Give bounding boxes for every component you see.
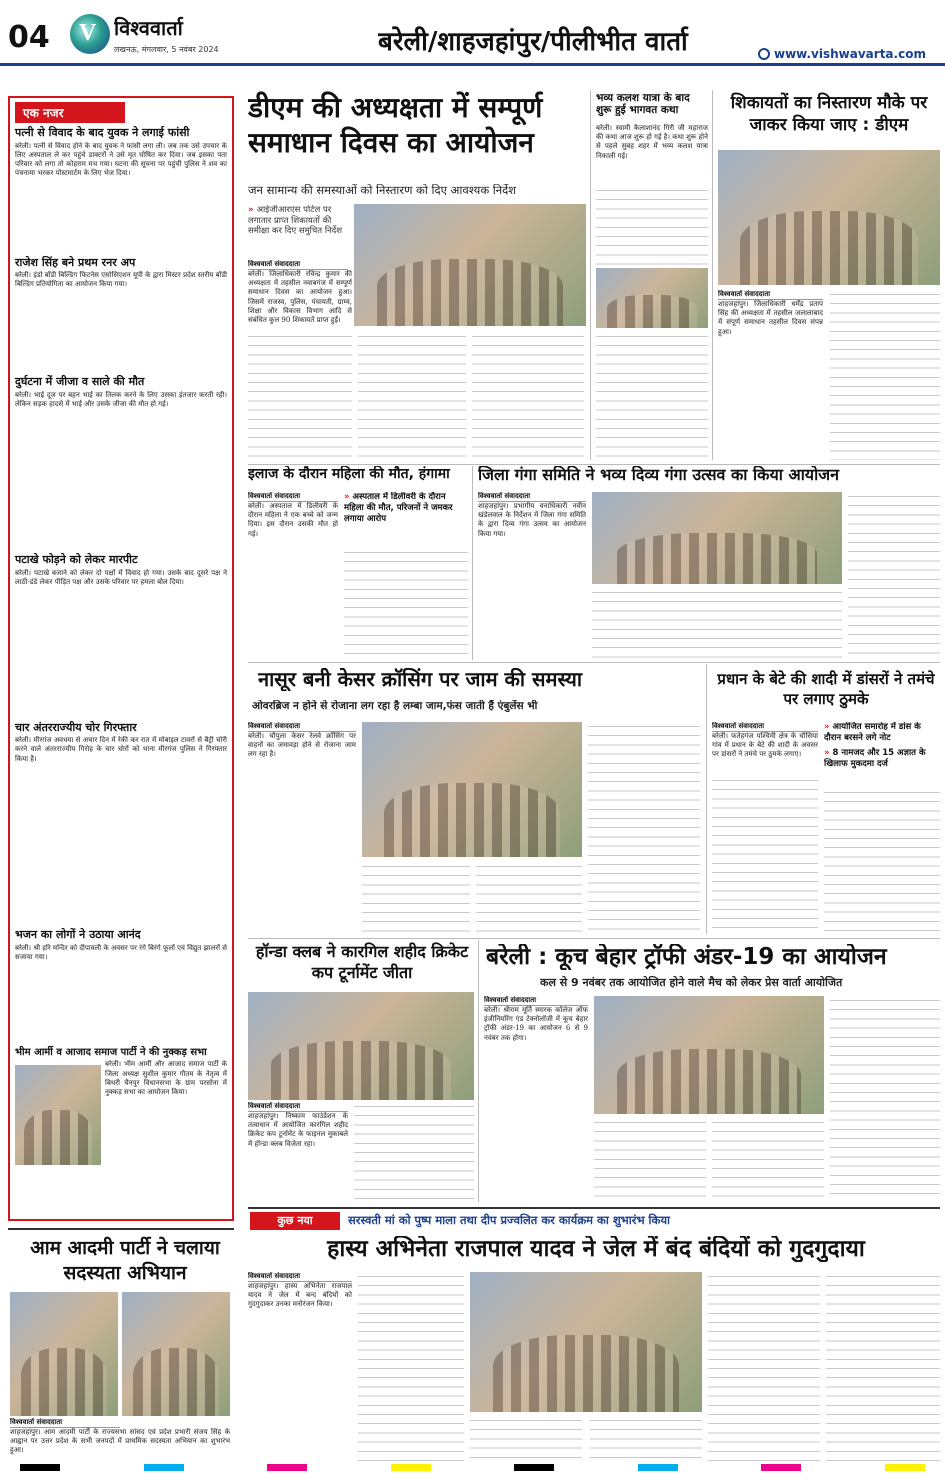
divider: [248, 464, 940, 465]
coochbehar-byline: विश्ववार्ता संवाददाता: [484, 996, 588, 1006]
text-lines: [596, 332, 708, 460]
coochbehar-subheadline: कल से 9 नवंबर तक आयोजित होने वाले मैच को लेकर प्रेस वार्ता आयोजित: [540, 976, 843, 989]
text-lines: [712, 776, 818, 934]
text-lines: [824, 788, 940, 934]
bhagwat-body-col: [596, 332, 708, 460]
main-kicker-text: आईजीआरएस पोर्टल पर लगातार प्राप्त शिकायतों की समीक्षा कर दिए समुचित निर्देश: [248, 205, 343, 237]
dm-complaint-body-col: [830, 290, 940, 460]
ilaj-byline: विश्ववार्ता संवाददाता: [248, 492, 338, 502]
text-lines: [848, 492, 940, 658]
coochbehar-body: बरेली। श्रीराम मूर्ति स्मारक कॉलेज ऑफ इंजीनियरिंग एंड टेक्नोलॉजी में कूच बेहार ट्रॉफी अंडर-19 का आयोजन 6 से 9 नवंबर तक होगा।: [484, 1006, 588, 1042]
text-lines: [592, 588, 842, 658]
register-mark: [514, 1464, 554, 1471]
bhagwat-headline: भव्य कलश यात्रा के बाद शुरू हुई भागवत कथा: [596, 92, 690, 117]
text-lines: [830, 996, 940, 1202]
news-item: [15, 554, 227, 719]
ek-nazar-column: [8, 96, 234, 1221]
register-mark: [20, 1464, 60, 1471]
column-rule: [478, 940, 479, 1202]
aap-byline: विश्ववार्ता संवाददाता: [10, 1418, 120, 1428]
text-lines: [362, 862, 470, 934]
news-item-body: बरेली। इंडो बॉडी बिल्डिंग फिटनेस एसोसिएशन यूपी के द्वारा मिस्टर प्रदेश स्तरीय बॉडी बिल्डिंग प्रतियोगिता का आयोजन किया गया।: [15, 271, 227, 289]
news-item-body: बरेली। भाई दूज पर बहन भाई का तिलक करने के लिए उसका इंतजार करती रही। लेकिन सड़क हादसे में भाई और उसके जीजा की मौत हो गई।: [15, 390, 227, 409]
ilaj-headline: इलाज के दौरान महिला की मौत, हंगामा: [248, 466, 450, 482]
main-body: बरेली। जिलाधिकारी रविन्द्र कुमार की अध्यक्षता में तहसील नवाबगंज में सम्पूर्ण समाधान दिवस का आयोजन हुआ। जिसमें राजस्व, पुलिस, पंचायती, ग्राम्य, शिक्षा और विकास विभाग आदि से संबंधित कुल 90 शिकायतें प्राप्त हुईं।: [248, 270, 352, 325]
dm-complaint-headline: शिकायतों का निस्तारण मौके पर जाकर किया जाए : डीएम: [730, 93, 928, 136]
news-item: [15, 127, 227, 254]
ganga-body: शाहजहांपुर। प्रभागीय वनाधिकारी नवीन खंडेलवाल के निर्देशन में जिला गंगा समिति के द्वारा दिव्य गंगा उत्सव का आयोजन किया गया।: [478, 502, 586, 538]
news-item-headline: राजेश सिंह बने प्रथम रनर अप: [15, 255, 136, 269]
news-item-headline: भजन का लोगों ने उठाया आनंद: [15, 928, 141, 942]
divider: [248, 938, 940, 939]
news-item: [15, 257, 227, 374]
text-lines: [712, 1118, 824, 1202]
text-lines: [470, 1416, 582, 1462]
text-lines: [476, 862, 582, 934]
masthead-title: विश्ववार्ता: [114, 16, 183, 40]
text-lines: [248, 332, 352, 460]
ganga-body-col: [592, 588, 842, 658]
ganga-photo: [592, 492, 842, 584]
ie-globe-icon: [758, 48, 770, 60]
main-photo: [354, 204, 586, 326]
register-mark: [267, 1464, 307, 1471]
register-mark: [885, 1464, 925, 1471]
main-kicker: » आईजीआरएस पोर्टल पर लगातार प्राप्त शिकायतों की समीक्षा कर दिए समुचित निर्देश: [248, 205, 343, 237]
ganga-body-col: [848, 492, 940, 658]
main-body-col: [358, 332, 466, 460]
rajpal-photo: [470, 1272, 702, 1412]
rajpal-body-col: [826, 1272, 940, 1462]
hockey-photo: [248, 992, 474, 1100]
masthead-logo-icon: V: [70, 14, 110, 54]
rajpal-body-col: [358, 1272, 464, 1462]
website-link[interactable]: www.vishwavarta.com: [774, 47, 926, 61]
aap-photo-2: [122, 1292, 230, 1416]
news-photo: [15, 1065, 101, 1165]
ilaj-body: बरेली। अस्पताल में डिलीवरी के दौरान महिला ने एक बच्चे को जन्म दिया। इस दौरान उसकी मौत हो गई।: [248, 502, 338, 538]
kuch-naya-text: सरस्वती मां को पुष्प माला तथा दीप प्रज्वलित कर कार्यक्रम का शुभारंभ किया: [348, 1213, 670, 1227]
rajpal-headline: हास्य अभिनेता राजपाल यादव ने जेल में बंद बंदियों को गुदगुदाया: [327, 1236, 865, 1262]
text-lines: [590, 1416, 702, 1462]
aap-photo: [10, 1292, 118, 1416]
hockey-headline: हॉन्डा क्लब ने कारगिल शहीद क्रिकेट कप टूर्नामेंट जीता: [255, 942, 469, 982]
coochbehar-body-col: [594, 1118, 706, 1202]
news-item: [15, 376, 227, 551]
coochbehar-photo: [594, 996, 824, 1114]
pradhan-byline: विश्ववार्ता संवाददाता: [712, 722, 818, 732]
dm-complaint-photo: [718, 150, 940, 285]
hockey-byline: विश्ववार्ता संवाददाता: [248, 1102, 348, 1112]
news-item-headline: चार अंतरराज्यीय चोर गिरफ्तार: [15, 720, 137, 734]
coochbehar-body-col: [712, 1118, 824, 1202]
page-number: 04: [8, 20, 50, 55]
news-item-body: बरेली। पत्नी से विवाद होने के बाद युवक ने फांसी लगा ली। जब तक उसे उपचार के लिए अस्पताल ले कर पहुंचे डाक्टरों ने उसे मृत घोषित कर दिया। जब इसका पता परिवार को लगा तो कोहराम मच गया। घटना की सूचना पर पहुंची पुलिस ने शव का पंचनामा भरकर पोस्टमार्टम के लिए भेज दिया।: [15, 141, 227, 178]
text-lines: [354, 1102, 474, 1202]
bhagwat-photo: [596, 268, 708, 328]
news-item-body: बरेली। भीम आर्मी और आजाद समाज पार्टी के जिला अध्यक्ष सुशील कुमार गौतम के नेतृत्व में बिथरी चैनपुर विधानसभा के ग्राम परसोना में नुक्कड़ सभा का आयोजन किया।: [105, 1060, 227, 1096]
nasoor-body-col: [588, 722, 700, 934]
news-item: [15, 722, 227, 927]
divider: [248, 1207, 940, 1209]
coochbehar-body-col: [830, 996, 940, 1202]
hockey-body-col: [354, 1102, 474, 1202]
news-item: [15, 1047, 227, 1181]
news-item-headline: भीम आर्मी व आजाद समाज पार्टी ने की नुक्कड़ सभा: [15, 1046, 207, 1058]
main-subheadline: जन सामान्य की समस्याओं को निस्तारण को दिए आवश्यक निर्देश: [248, 184, 517, 197]
pradhan-body-col: [824, 788, 940, 934]
register-marks: [0, 1464, 945, 1473]
coochbehar-headline: बरेली : कूच बेहार ट्रॉफी अंडर-19 का आयोजन: [486, 944, 887, 970]
news-item-headline: पटाखे फोड़ने को लेकर मारपीट: [15, 552, 138, 566]
ilaj-kicker: » अस्पताल में डिलीवरी के दौरान महिला की मौत, परिजनों ने जमकर लगाया आरोप: [344, 492, 453, 525]
pradhan-body-col: [712, 776, 818, 934]
main-byline: विश्ववार्ता संवाददाता: [248, 260, 348, 270]
register-mark: [391, 1464, 431, 1471]
pradhan-headline: प्रधान के बेटे की शादी में डांसरों ने तमंचे पर लगाए ठुमके: [717, 670, 935, 708]
rajpal-body-col: [590, 1416, 702, 1462]
bhagwat-body: बरेली। स्वामी कैलाशानंद गिरी जी महाराज की कथा आज शुरू हो गई है। कथा शुरू होने से पहले सुबह शहर में भव्य कलश यात्रा निकाली गई।: [596, 124, 708, 160]
rajpal-body: शाहजहांपुर। हास्य अभिनेता राजपाल यादव ने जेल में बन्द बंदियों को गुदगुदाकर उनका मनोरंजन किया।: [248, 1282, 352, 1309]
divider: [8, 1228, 234, 1230]
text-lines: [708, 1272, 820, 1462]
hockey-body: शाहजहांपुर। निष्काम फाउंडेशन के तत्वाधान में आयोजित कारगिल शहीद क्रिकेट कप टूर्नामेंट के फाइनल मुकाबले में हॉन्डा क्लब विजेता रहा।: [248, 1112, 348, 1148]
main-headline: डीएम की अध्यक्षता में सम्पूर्ण समाधान दिवस का आयोजन: [248, 91, 543, 159]
text-lines: [344, 548, 468, 656]
text-lines: [588, 722, 700, 934]
text-lines: [826, 1272, 940, 1462]
news-item-headline: पत्नी से विवाद के बाद युवक ने लगाई फांसी: [15, 126, 190, 139]
nasoor-body-col: [476, 862, 582, 934]
register-mark: [761, 1464, 801, 1471]
news-item-body: बरेली। मीरगंज अवधया से अचार दिन में रेकी कर रात में मोबाइल टावरों से बैट्री चोरी करने वाले अंतरराज्यीय गिरोह के चार चोरों को थाना मीरगंज पुलिस ने गिरफ्तार किया है।: [15, 736, 227, 763]
dateline: लखनऊ, मंगलवार, 5 नवंबर 2024: [114, 45, 219, 54]
text-lines: [358, 332, 466, 460]
nasoor-body-col: [362, 862, 470, 934]
news-item-body: बरेली। पटाखे बजाने को लेकर दो पक्षों में विवाद हो गया। उसके बाद दूसरे पक्ष ने लाठी-डंडे लेकर पीड़ित पक्ष और उसके परिवार पर हमला बोल दिया।: [15, 568, 227, 586]
bhagwat-body-col: [596, 186, 708, 266]
pradhan-body: बरेली। फतेहगंज पश्चिमी क्षेत्र के चौसिया गांव में प्रधान के बेटे की शादी के अवसर पर डांसरों ने तमंचे पर ठुमके लगाए।: [712, 732, 818, 759]
news-item-headline: दुर्घटना में जीजा व साले की मौत: [15, 375, 145, 389]
column-rule: [706, 664, 707, 934]
aap-headline: आम आदमी पार्टी ने चलाया सदस्यता अभियान: [30, 1237, 220, 1284]
register-mark: [144, 1464, 184, 1471]
column-rule: [590, 90, 591, 460]
nasoor-headline: नासूर बनी केसर क्रॉसिंग पर जाम की समस्या: [258, 668, 583, 691]
ganga-headline: जिला गंगा समिति ने भव्य दिव्य गंगा उत्सव का किया आयोजन: [478, 466, 839, 484]
column-rule: [472, 466, 473, 660]
divider: [248, 662, 940, 663]
dm-complaint-byline: विश्ववार्ता संवाददाता: [718, 290, 823, 300]
ilaj-kicker-text: अस्पताल में डिलीवरी के दौरान महिला की मौत, परिजनों ने जमकर लगाया आरोप: [344, 492, 453, 525]
section-title: बरेली/शाहजहांपुर/पीलीभीत वार्ता: [378, 27, 688, 57]
ek-nazar-label: एक नजर: [15, 102, 125, 123]
text-lines: [358, 1272, 464, 1462]
register-mark: [638, 1464, 678, 1471]
news-item-body: बरेली। श्री हरि मन्दिर को दीपावली के अवसर पर रंगे बिरंगे फूलों एवं विद्युत झालरों से सजाया गया।: [15, 943, 227, 962]
news-item: [15, 929, 227, 1044]
kuch-naya-label: कुछ नया: [250, 1212, 340, 1230]
rajpal-body-col: [470, 1416, 582, 1462]
text-lines: [596, 186, 708, 266]
pradhan-kicker-text: आयोजित समारोह में डांस के दौरान बरसने लगे नोट: [824, 722, 921, 744]
ilaj-body-col: [344, 548, 468, 656]
nasoor-photo: [362, 722, 582, 857]
text-lines: [594, 1118, 706, 1202]
main-body-col: [248, 332, 352, 460]
rajpal-body-col: [708, 1272, 820, 1462]
pradhan-kicker-2: 8 नामजद और 15 अज्ञात के खिलाफ मुकदमा दर्ज: [824, 748, 926, 770]
text-lines: [830, 290, 940, 460]
ganga-byline: विश्ववार्ता संवाददाता: [478, 492, 586, 502]
nasoor-body: बरेली। चौपुला केसर रेलवे क्रॉसिंग पर वाहनों का जमावड़ा होने से रोजाना जाम लग रहा है।: [248, 732, 356, 759]
rajpal-byline: विश्ववार्ता संवाददाता: [248, 1272, 352, 1282]
column-rule: [712, 90, 713, 460]
main-body-col: [472, 332, 584, 460]
text-lines: [472, 332, 584, 460]
page-header: [0, 0, 945, 66]
nasoor-byline: विश्ववार्ता संवाददाता: [248, 722, 356, 732]
pradhan-kicker: » आयोजित समारोह में डांस के दौरान बरसने लगे नोट » 8 नामजद और 15 अज्ञात के खिलाफ मुकदमा दर्ज: [824, 722, 926, 770]
dm-complaint-body: शाहजहांपुर। जिलाधिकारी धर्मेंद्र प्रताप सिंह की अध्यक्षता में तहसील जलालाबाद में संपूर्ण समाधान तहसील दिवस संपन्न हुआ।: [718, 300, 823, 336]
nasoor-subheadline: ओवरब्रिज न होने से रोजाना लग रहा है लम्बा जाम,फंस जाती हैं एंबुलेंस भी: [252, 700, 538, 712]
aap-body: शाहजहांपुर। आम आदमी पार्टी के राज्यसभा सांसद एवं प्रदेश प्रभारी संजय सिंह के आह्वान पर उत्तर प्रदेश के सभी जनपदों में प्राथमिक सदस्यता अभियान का शुभारंभ हुआ।: [10, 1428, 230, 1455]
